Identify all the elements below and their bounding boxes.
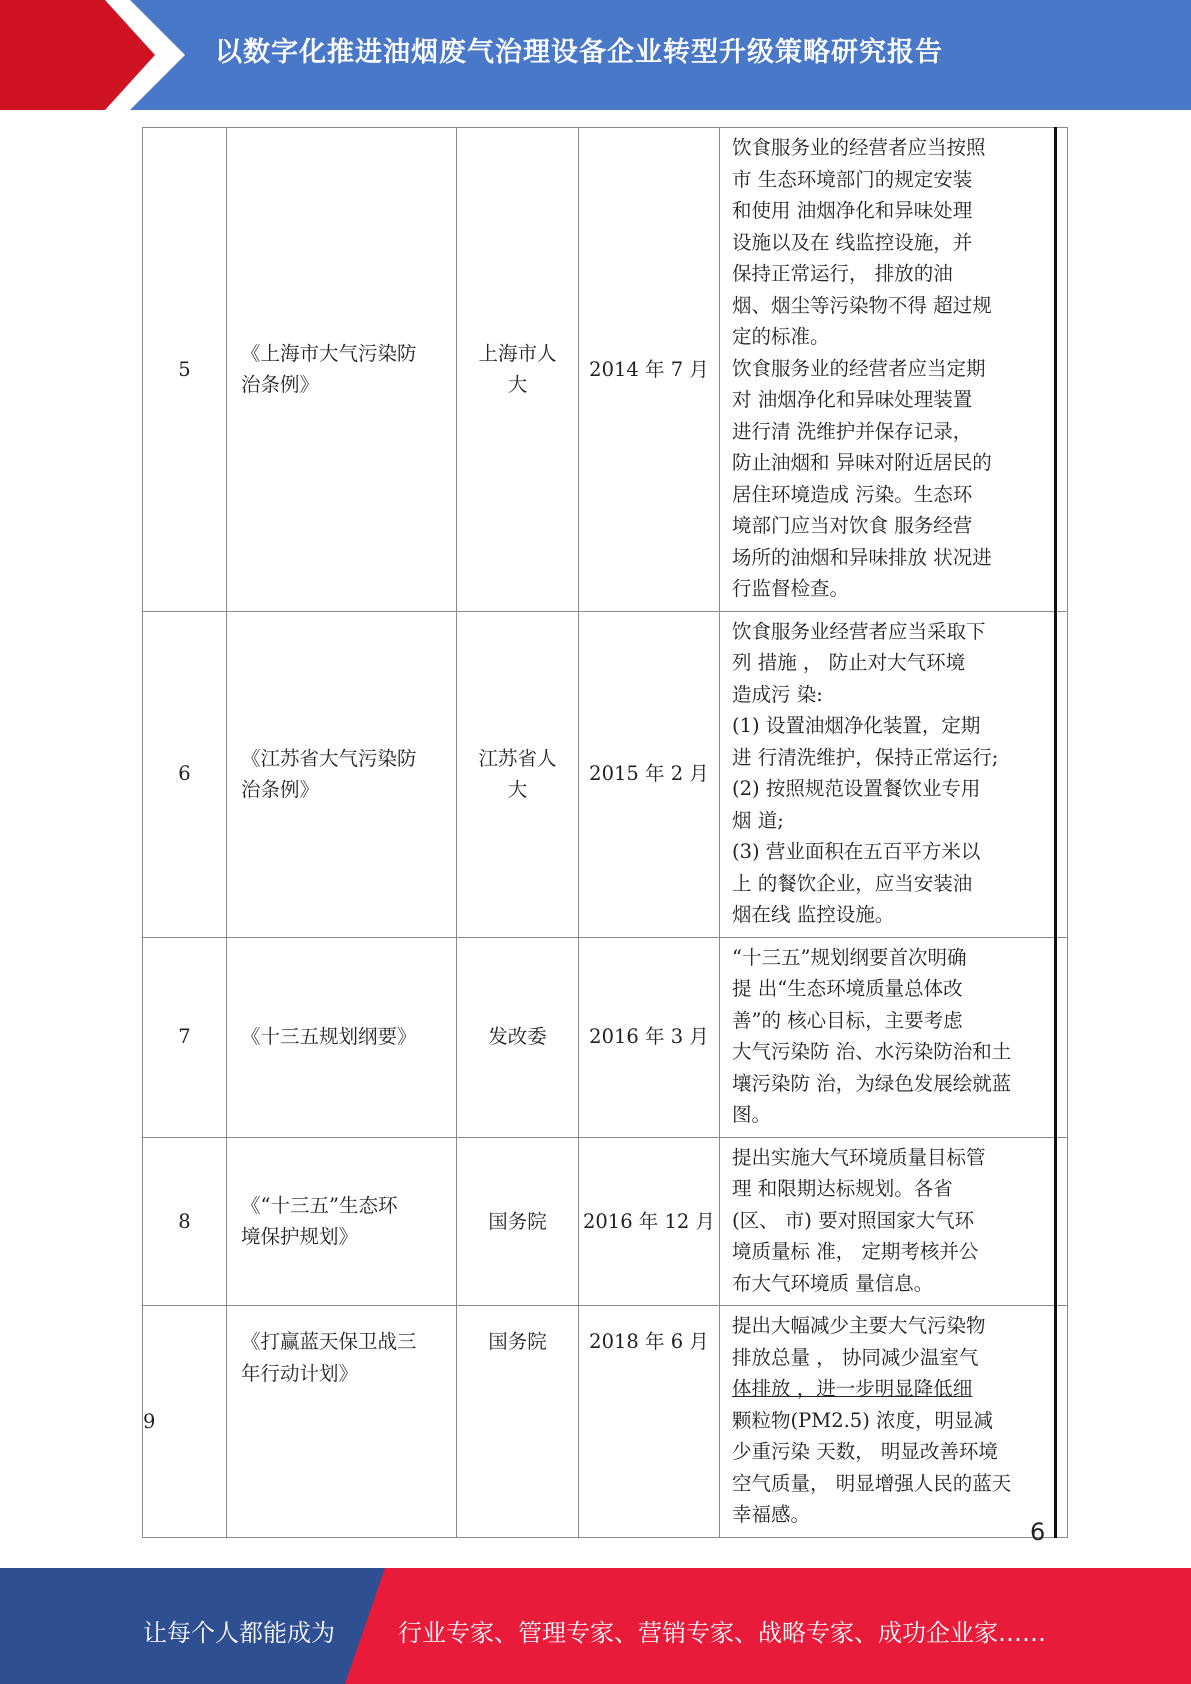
- policy-content: 饮食服务业的经营者应当按照 市 生态环境部门的规定安装 和使用 油烟净化和异味处理 设施以及在 线监控设施，并 保持正常运行， 排放的油 烟、烟尘等污染物不得 超过规 定的标准。 饮食服务业的经营者应当定期 对 油烟净化和异味处理装置 进行清 洗维护并保存记录， 防止油烟和 异味对附近居民的 居住环境造成 污染。生态环 境部门应当对饮食 服务经营 场所的油烟和异味排放 状况进 行监督检查。: [720, 128, 1056, 612]
- table-gap-cell: [1056, 1137, 1068, 1306]
- policy-name: 《“十三五”生态环 境保护规划》: [227, 1137, 457, 1306]
- table-row: [143, 1306, 1068, 1538]
- row-number: 9: [143, 1306, 227, 1538]
- page-number: 6: [1030, 1518, 1046, 1546]
- table-row: [143, 128, 1068, 612]
- table-row: [143, 1137, 1068, 1306]
- policy-name: 《十三五规划纲要》: [227, 937, 457, 1137]
- policy-name: 《打赢蓝天保卫战三 年行动计划》: [227, 1306, 457, 1538]
- issue-date: 2015 年 2 月: [579, 611, 720, 937]
- row-number: 7: [143, 937, 227, 1137]
- row-number: 8: [143, 1137, 227, 1306]
- issue-date: 2018 年 6 月: [579, 1306, 720, 1538]
- issuing-body: 国务院: [457, 1137, 579, 1306]
- table-gap-cell: [1056, 611, 1068, 937]
- table-row: [143, 937, 1068, 1137]
- policy-content: 提出实施大气环境质量目标管 理 和限期达标规划。各省 (区、 市) 要对照国家大气环 境质量标 准， 定期考核并公 布大气环境质 量信息。: [720, 1137, 1056, 1306]
- table-gap-cell: [1056, 1306, 1068, 1538]
- issue-date: 2016 年 12 月: [579, 1137, 720, 1306]
- issuing-body: 江苏省人 大: [457, 611, 579, 937]
- issuing-body: 发改委: [457, 937, 579, 1137]
- row-number: 6: [143, 611, 227, 937]
- table-gap-cell: [1056, 937, 1068, 1137]
- policy-content: “十三五”规划纲要首次明确 提 出“生态环境质量总体改 善”的 核心目标，主要考虑 大气污染防 治、水污染防治和土 壤污染防 治，为绿色发展绘就蓝 图。: [720, 937, 1056, 1137]
- issue-date: 2014 年 7 月: [579, 128, 720, 612]
- page-header: [0, 0, 1191, 110]
- page-footer: [0, 1568, 1191, 1684]
- footer-slogan-left: 让每个人都能成为: [143, 1619, 335, 1647]
- issuing-body: 上海市人 大: [457, 128, 579, 612]
- row-number: 5: [143, 128, 227, 612]
- policy-name: 《江苏省大气污染防 治条例》: [227, 611, 457, 937]
- policy-content: 提出大幅减少主要大气污染物 排放总量 ， 协同减少温室气 体排放 ，进一步明显降低细 颗粒物(PM2.5) 浓度，明显减 少重污染 天数， 明显改善环境 空气质量， 明显增强人民的蓝天 幸福感。: [720, 1306, 1056, 1538]
- report-title: 以数字化推进油烟废气治理设备企业转型升级策略研究报告: [215, 37, 943, 68]
- policy-content: 饮食服务业经营者应当采取下 列 措施 ， 防止对大气环境 造成污 染: (1) 设置油烟净化装置，定期 进 行清洗维护，保持正常运行; (2) 按照规范设置餐饮业专用 烟 道; (3) 营业面积在五百平方米以 上 的餐饮企业，应当安装油 烟在线 监控设施。: [720, 611, 1056, 937]
- table-row: [143, 611, 1068, 937]
- policy-name: 《上海市大气污染防 治条例》: [227, 128, 457, 612]
- policy-table: [142, 127, 1068, 1538]
- footer-slogan-right: 行业专家、管理专家、营销专家、战略专家、成功企业家……: [398, 1619, 1046, 1647]
- table-gap-cell: [1056, 128, 1068, 612]
- issuing-body: 国务院: [457, 1306, 579, 1538]
- issue-date: 2016 年 3 月: [579, 937, 720, 1137]
